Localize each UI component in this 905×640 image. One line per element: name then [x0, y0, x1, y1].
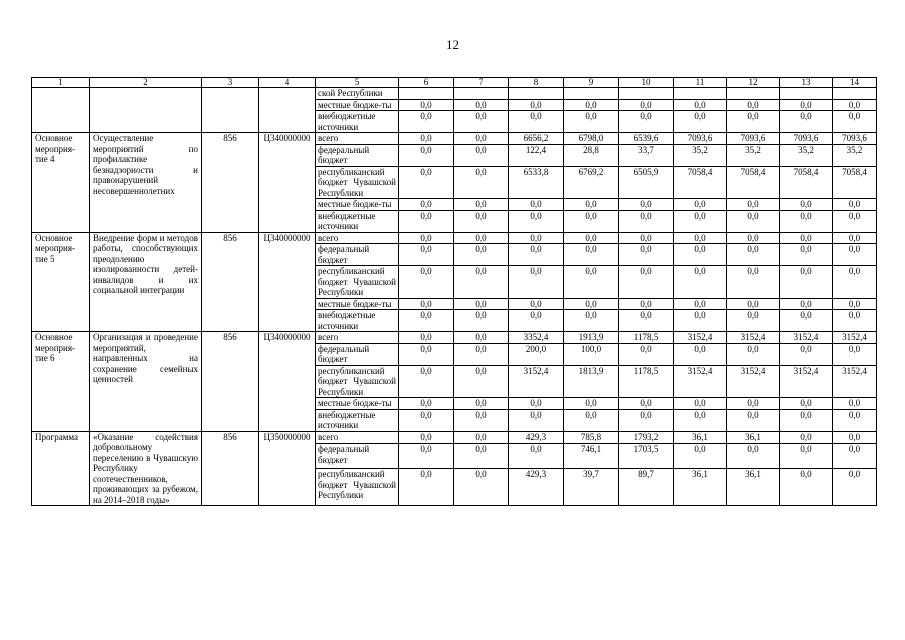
value-cell: 0,0	[619, 310, 674, 332]
value-cell: 0,0	[509, 232, 564, 244]
value-cell: 36,1	[727, 431, 780, 444]
value-cell: 0,0	[833, 111, 877, 133]
value-cell: 0,0	[454, 232, 509, 244]
empty-value-cell	[833, 88, 877, 100]
value-cell: 785,8	[564, 431, 619, 444]
value-cell: 0,0	[564, 199, 619, 211]
empty-value-cell	[727, 88, 780, 100]
funding-source-cell: внебюджетные источники	[316, 210, 399, 232]
value-cell: 0,0	[674, 232, 727, 244]
value-cell: 0,0	[564, 244, 619, 266]
value-cell: 0,0	[619, 244, 674, 266]
value-cell: 7058,4	[727, 166, 780, 199]
value-cell: 0,0	[727, 266, 780, 299]
value-cell: 0,0	[454, 332, 509, 344]
funding-source-cell: федеральный бюджет	[316, 444, 399, 469]
value-cell: 0,0	[727, 244, 780, 266]
status-cell: Основное мероприя-тие 5	[32, 232, 90, 332]
value-cell: 0,0	[727, 398, 780, 410]
empty-value-cell	[399, 88, 454, 100]
value-cell: 35,2	[780, 144, 833, 166]
value-cell: 0,0	[509, 210, 564, 232]
value-cell: 0,0	[619, 409, 674, 431]
value-cell: 0,0	[619, 398, 674, 410]
value-cell: 3152,4	[674, 332, 727, 344]
value-cell: 0,0	[833, 409, 877, 431]
value-cell: 6769,2	[564, 166, 619, 199]
value-cell: 0,0	[780, 244, 833, 266]
value-cell: 0,0	[619, 343, 674, 365]
empty-value-cell	[564, 88, 619, 100]
status-cell: Программа	[32, 431, 90, 506]
event-name-cell: «Оказание содействия добровольному переселению в Чувашскую Республику соотечественников, проживающих за рубежом, на 2014–2018 годы»	[90, 431, 202, 506]
funding-source-cell: местные бюдже-ты	[316, 398, 399, 410]
column-number-header: 1	[32, 78, 90, 88]
value-cell: 0,0	[509, 99, 564, 111]
value-cell: 0,0	[564, 111, 619, 133]
value-cell: 0,0	[780, 310, 833, 332]
value-cell: 0,0	[399, 444, 454, 469]
column-number-header: 9	[564, 78, 619, 88]
column-number-header: 12	[727, 78, 780, 88]
value-cell: 7058,4	[780, 166, 833, 199]
value-cell: 1813,9	[564, 365, 619, 398]
funding-source-cell: всего	[316, 332, 399, 344]
value-cell: 0,0	[399, 409, 454, 431]
value-cell: 0,0	[399, 210, 454, 232]
value-cell: 0,0	[564, 409, 619, 431]
table-row	[32, 332, 877, 344]
value-cell: 3152,4	[780, 332, 833, 344]
value-cell: 0,0	[833, 469, 877, 506]
value-cell: 36,1	[674, 469, 727, 506]
value-cell: 0,0	[454, 343, 509, 365]
value-cell: 0,0	[619, 298, 674, 310]
value-cell: 0,0	[454, 469, 509, 506]
table-row	[32, 232, 877, 244]
value-cell: 0,0	[454, 444, 509, 469]
value-cell: 1178,5	[619, 332, 674, 344]
value-cell: 0,0	[727, 343, 780, 365]
code-cell: 856	[202, 133, 259, 233]
value-cell: 0,0	[509, 298, 564, 310]
value-cell: 0,0	[399, 469, 454, 506]
value-cell: 429,3	[509, 431, 564, 444]
value-cell: 0,0	[780, 398, 833, 410]
value-cell: 0,0	[399, 332, 454, 344]
value-cell: 0,0	[780, 298, 833, 310]
value-cell: 0,0	[509, 444, 564, 469]
value-cell: 0,0	[454, 133, 509, 145]
value-cell: 0,0	[564, 298, 619, 310]
column-number-header: 2	[90, 78, 202, 88]
value-cell: 0,0	[674, 199, 727, 211]
value-cell: 0,0	[399, 111, 454, 133]
value-cell: 0,0	[619, 99, 674, 111]
funding-source-cell: федеральный бюджет	[316, 343, 399, 365]
code-cell: 856	[202, 332, 259, 432]
value-cell: 0,0	[454, 144, 509, 166]
value-cell: 3152,4	[727, 332, 780, 344]
column-number-header: 5	[316, 78, 399, 88]
value-cell: 0,0	[674, 111, 727, 133]
target-cell: Ц340000000	[259, 232, 316, 332]
value-cell: 7093,6	[833, 133, 877, 145]
value-cell: 0,0	[399, 266, 454, 299]
value-cell: 0,0	[780, 199, 833, 211]
value-cell: 0,0	[674, 244, 727, 266]
value-cell: 3352,4	[509, 332, 564, 344]
value-cell: 0,0	[727, 298, 780, 310]
code-cell: 856	[202, 431, 259, 506]
value-cell: 0,0	[399, 244, 454, 266]
funding-source-cell: всего	[316, 133, 399, 145]
column-number-header: 4	[259, 78, 316, 88]
value-cell: 35,2	[674, 144, 727, 166]
value-cell: 0,0	[454, 431, 509, 444]
value-cell: 0,0	[833, 210, 877, 232]
funding-source-cell: всего	[316, 431, 399, 444]
value-cell: 0,0	[833, 310, 877, 332]
value-cell: 35,2	[833, 144, 877, 166]
value-cell: 0,0	[674, 343, 727, 365]
value-cell: 0,0	[454, 409, 509, 431]
value-cell: 0,0	[564, 398, 619, 410]
code-cell: 856	[202, 232, 259, 332]
value-cell: 0,0	[780, 343, 833, 365]
value-cell: 0,0	[674, 409, 727, 431]
value-cell: 0,0	[619, 232, 674, 244]
value-cell: 0,0	[727, 409, 780, 431]
status-cell: Основное мероприя-тие 6	[32, 332, 90, 432]
value-cell: 6505,9	[619, 166, 674, 199]
empty-value-cell	[454, 88, 509, 100]
value-cell: 0,0	[454, 166, 509, 199]
value-cell: 6656,2	[509, 133, 564, 145]
value-cell: 3152,4	[833, 332, 877, 344]
column-number-header: 3	[202, 78, 259, 88]
value-cell: 0,0	[674, 298, 727, 310]
funding-source-cell: всего	[316, 232, 399, 244]
value-cell: 0,0	[564, 310, 619, 332]
event-name-cell: Осуществление мероприятий по профилактике безнадзорности и правонарушений несовершеннолетних	[90, 133, 202, 233]
value-cell: 7058,4	[674, 166, 727, 199]
value-cell: 0,0	[509, 199, 564, 211]
value-cell: 0,0	[727, 99, 780, 111]
column-number-header: 6	[399, 78, 454, 88]
target-cell: Ц350000000	[259, 431, 316, 506]
value-cell: 0,0	[399, 133, 454, 145]
value-cell: 0,0	[509, 409, 564, 431]
column-number-header: 11	[674, 78, 727, 88]
value-cell: 7058,4	[833, 166, 877, 199]
funding-source-cell: внебюджетные источники	[316, 111, 399, 133]
value-cell: 0,0	[780, 210, 833, 232]
event-name-cell	[90, 88, 202, 133]
value-cell: 0,0	[454, 244, 509, 266]
value-cell: 0,0	[780, 232, 833, 244]
value-cell: 0,0	[399, 166, 454, 199]
event-name-cell: Организация и проведение мероприятий, направленных на сохранение семейных ценностей	[90, 332, 202, 432]
value-cell: 0,0	[619, 111, 674, 133]
value-cell: 0,0	[399, 232, 454, 244]
value-cell: 0,0	[780, 266, 833, 299]
value-cell: 0,0	[780, 99, 833, 111]
value-cell: 0,0	[674, 99, 727, 111]
target-cell: Ц340000000	[259, 332, 316, 432]
value-cell: 0,0	[619, 266, 674, 299]
value-cell: 7093,6	[727, 133, 780, 145]
page-number: 12	[446, 37, 459, 52]
value-cell: 0,0	[727, 232, 780, 244]
value-cell: 0,0	[674, 210, 727, 232]
funding-source-cell: республиканский бюджет Чувашской Республики	[316, 166, 399, 199]
value-cell: 3152,4	[727, 365, 780, 398]
target-cell: Ц340000000	[259, 133, 316, 233]
value-cell: 0,0	[674, 398, 727, 410]
value-cell: 0,0	[454, 310, 509, 332]
value-cell: 429,3	[509, 469, 564, 506]
value-cell: 0,0	[454, 298, 509, 310]
value-cell: 0,0	[833, 398, 877, 410]
value-cell: 3152,4	[780, 365, 833, 398]
empty-value-cell	[619, 88, 674, 100]
value-cell: 0,0	[454, 398, 509, 410]
budget-table	[31, 77, 877, 506]
value-cell: 6539,6	[619, 133, 674, 145]
value-cell: 0,0	[454, 99, 509, 111]
value-cell: 3152,4	[509, 365, 564, 398]
value-cell: 1703,5	[619, 444, 674, 469]
value-cell: 0,0	[833, 266, 877, 299]
value-cell: 0,0	[727, 199, 780, 211]
funding-source-cell: местные бюдже-ты	[316, 199, 399, 211]
value-cell: 0,0	[674, 310, 727, 332]
value-cell: 0,0	[780, 409, 833, 431]
empty-value-cell	[509, 88, 564, 100]
table-row	[32, 88, 877, 100]
value-cell: 0,0	[454, 199, 509, 211]
column-number-header: 13	[780, 78, 833, 88]
value-cell: 0,0	[833, 244, 877, 266]
value-cell: 0,0	[833, 298, 877, 310]
value-cell: 3152,4	[674, 365, 727, 398]
value-cell: 200,0	[509, 343, 564, 365]
funding-source-cell: республиканский бюджет Чувашской Республики	[316, 469, 399, 506]
value-cell: 0,0	[727, 210, 780, 232]
value-cell: 1178,5	[619, 365, 674, 398]
value-cell: 0,0	[833, 431, 877, 444]
funding-source-cell: республиканский бюджет Чувашской Республики	[316, 365, 399, 398]
empty-value-cell	[780, 88, 833, 100]
value-cell: 0,0	[727, 111, 780, 133]
value-cell: 122,4	[509, 144, 564, 166]
column-number-header: 10	[619, 78, 674, 88]
column-number-header: 14	[833, 78, 877, 88]
value-cell: 0,0	[399, 298, 454, 310]
value-cell: 746,1	[564, 444, 619, 469]
value-cell: 6533,8	[509, 166, 564, 199]
column-number-row	[32, 78, 877, 88]
funding-source-cell: федеральный бюджет	[316, 244, 399, 266]
value-cell: 0,0	[833, 199, 877, 211]
value-cell: 0,0	[727, 444, 780, 469]
value-cell: 0,0	[833, 444, 877, 469]
table-row	[32, 133, 877, 145]
value-cell: 28,8	[564, 144, 619, 166]
funding-source-cell: республиканский бюджет Чувашской Республики	[316, 266, 399, 299]
event-name-cell: Внедрение форм и методов работы, способствующих преодолению изолированности детей-инвалидов и их социальной интеграции	[90, 232, 202, 332]
value-cell: 0,0	[399, 310, 454, 332]
value-cell: 1913,9	[564, 332, 619, 344]
column-number-header: 7	[454, 78, 509, 88]
value-cell: 0,0	[399, 431, 454, 444]
target-cell	[259, 88, 316, 133]
value-cell: 36,1	[727, 469, 780, 506]
funding-source-cell: федеральный бюджет	[316, 144, 399, 166]
value-cell: 0,0	[454, 266, 509, 299]
value-cell: 0,0	[509, 398, 564, 410]
value-cell: 0,0	[509, 244, 564, 266]
value-cell: 35,2	[727, 144, 780, 166]
value-cell: 0,0	[454, 210, 509, 232]
value-cell: 1793,2	[619, 431, 674, 444]
value-cell: 0,0	[399, 398, 454, 410]
column-number-header: 8	[509, 78, 564, 88]
value-cell: 0,0	[509, 111, 564, 133]
table-row	[32, 431, 877, 444]
value-cell: 0,0	[833, 99, 877, 111]
funding-source-cell: внебюджетные источники	[316, 409, 399, 431]
value-cell: 0,0	[564, 266, 619, 299]
value-cell: 0,0	[727, 310, 780, 332]
value-cell: 0,0	[780, 444, 833, 469]
funding-source-cell: местные бюдже-ты	[316, 99, 399, 111]
funding-source-cell: ской Республики	[316, 88, 399, 100]
value-cell: 89,7	[619, 469, 674, 506]
value-cell: 0,0	[564, 232, 619, 244]
value-cell: 0,0	[454, 365, 509, 398]
empty-value-cell	[674, 88, 727, 100]
value-cell: 36,1	[674, 431, 727, 444]
value-cell: 0,0	[509, 310, 564, 332]
value-cell: 0,0	[399, 99, 454, 111]
value-cell: 7093,6	[674, 133, 727, 145]
status-cell: Основное мероприя-тие 4	[32, 133, 90, 233]
value-cell: 0,0	[564, 99, 619, 111]
table-body	[32, 78, 877, 506]
value-cell: 100,0	[564, 343, 619, 365]
value-cell: 3152,4	[833, 365, 877, 398]
value-cell: 0,0	[399, 343, 454, 365]
value-cell: 33,7	[619, 144, 674, 166]
value-cell: 0,0	[454, 111, 509, 133]
value-cell: 0,0	[833, 343, 877, 365]
value-cell: 0,0	[619, 199, 674, 211]
value-cell: 0,0	[619, 210, 674, 232]
value-cell: 0,0	[399, 199, 454, 211]
value-cell: 6798,0	[564, 133, 619, 145]
value-cell: 0,0	[399, 365, 454, 398]
value-cell: 0,0	[674, 266, 727, 299]
funding-source-cell: местные бюдже-ты	[316, 298, 399, 310]
status-cell	[32, 88, 90, 133]
value-cell: 0,0	[399, 144, 454, 166]
value-cell: 0,0	[674, 444, 727, 469]
value-cell: 0,0	[780, 111, 833, 133]
funding-source-cell: внебюджетные источники	[316, 310, 399, 332]
value-cell: 0,0	[509, 266, 564, 299]
value-cell: 39,7	[564, 469, 619, 506]
code-cell	[202, 88, 259, 133]
value-cell: 0,0	[564, 210, 619, 232]
value-cell: 0,0	[833, 232, 877, 244]
value-cell: 0,0	[780, 431, 833, 444]
value-cell: 0,0	[780, 469, 833, 506]
value-cell: 7093,6	[780, 133, 833, 145]
